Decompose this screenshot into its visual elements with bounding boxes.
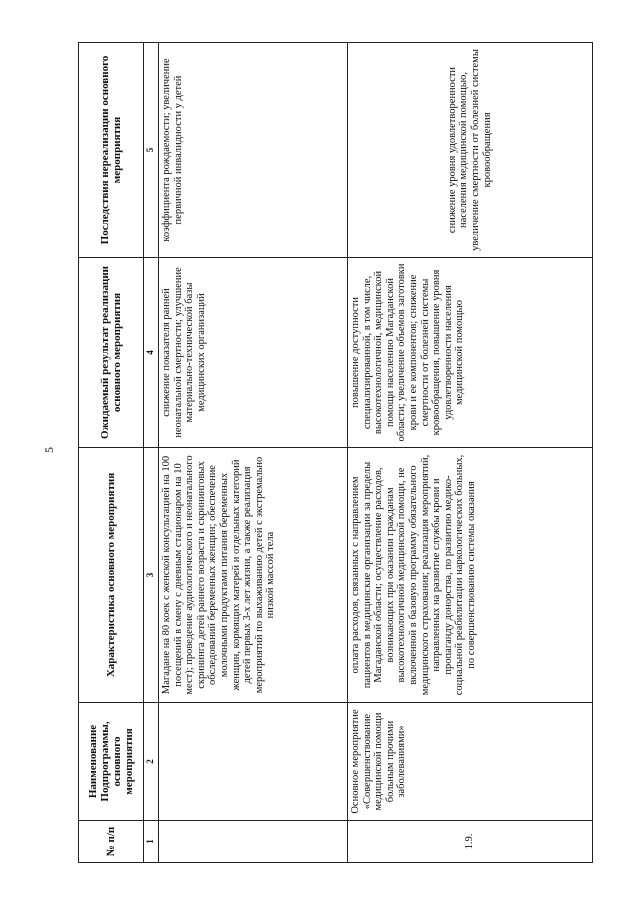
column-number: 5: [144, 43, 159, 258]
result-cell: повышение доступности специализированной, в том числе, высокотехнологичной, медицинской помощи населению Магаданской области; увеличение объемов заготовки крови и ее компонентов; снижение смертности от болезней системы кровообращения, повышение уровня удовлетворенности населения медицинской помощью: [348, 258, 593, 448]
column-number: 3: [144, 448, 159, 703]
header-consequences: Последствия нереализации основного мероприятия: [79, 43, 144, 258]
consequences-cell: снижение уровня удовлетворенности населения медицинской помощью, увеличение смертности от болезней системы кровообращения: [348, 43, 593, 258]
measure-name-cell: [159, 703, 348, 821]
column-number: 1: [144, 821, 159, 863]
row-number-cell: 1.9.: [348, 821, 593, 863]
characteristic-cell: оплата расходов, связанных с направлением пациентов в медицинские организации за пределы Магаданской области; осуществление расходов, возникающих при оказании гражданам высокотехнологичной медицинской помощи, не включенной в базовую программу обязательного медицинского страхования; реализация мероприятий, направленных на развитие службы крови и пропаганду донорства, по развитию медико-социальной реабилитации наркологических больных, по совершенствованию системы оказания: [348, 448, 593, 703]
column-number: 2: [144, 703, 159, 821]
column-number-row: [144, 43, 159, 863]
characteristic-cell: Магадане на 80 коек с женской консультацией на 100 посещений в смену с дневным стационаром на 10 мест); проведение аудиологического и неонатального скрининга детей раннего возраста и скрининговых обследований беременных женщин; обеспечение молочными продуктами питания беременных женщин, кормящих матерей и отдельных категорий детей первых 3-х лет жизни, а также реализация мероприятий по выхаживанию детей с экстремально низкой массой тела: [159, 448, 348, 703]
result-cell: снижение показателя ранней неонатальной смертности; улучшение материально-технической базы медицинских организаций: [159, 258, 348, 448]
header-row: [79, 43, 144, 863]
header-name: Наименование Подпрограммы, основного мероприятия: [79, 703, 144, 821]
table-row: [348, 43, 593, 863]
consequences-cell: коэффициента рождаемости; увеличение первичной инвалидности у детей: [159, 43, 348, 258]
measures-table: [78, 42, 593, 863]
measure-name-cell: Основное мероприятие «Совершенствование медицинской помощи больным прочими заболеваниями»: [348, 703, 593, 821]
table-row: [159, 43, 348, 863]
header-result: Ожидаемый результат реализации основного мероприятия: [79, 258, 144, 448]
row-number-cell: [159, 821, 348, 863]
table-container: [78, 43, 593, 863]
page-number: 5: [42, 447, 56, 453]
column-number: 4: [144, 258, 159, 448]
header-characteristic: Характеристика основного мероприятия: [79, 448, 144, 703]
header-number: № п/п: [79, 821, 144, 863]
